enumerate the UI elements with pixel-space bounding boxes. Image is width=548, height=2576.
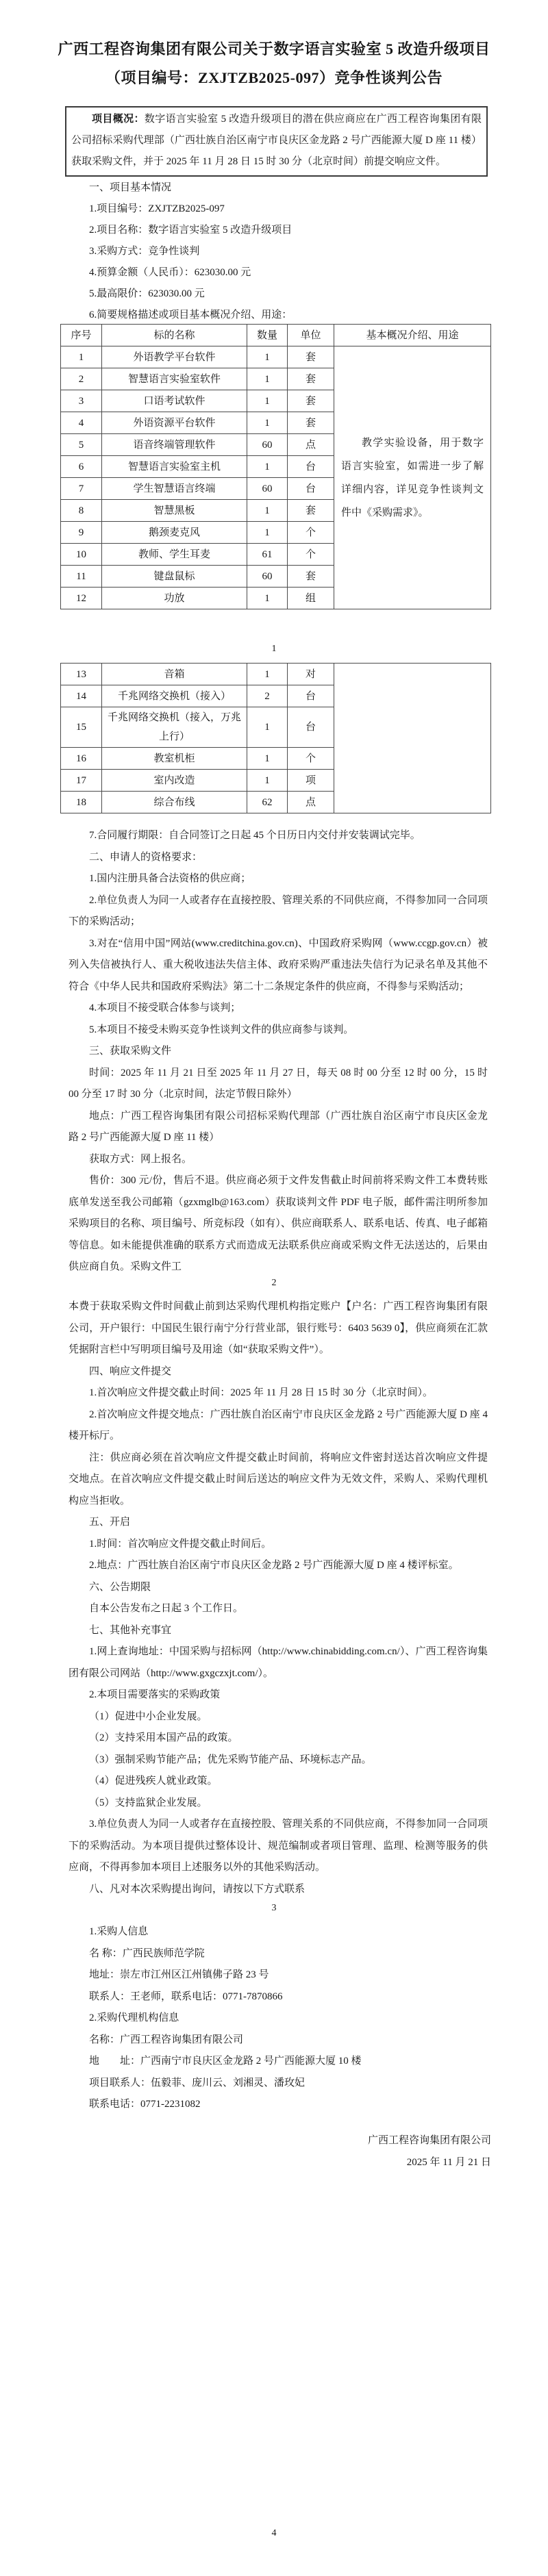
title-line-2: （项目编号：ZXJTZB2025-097）竞争性谈判公告 [105,69,443,86]
table-cell: 12 [61,588,102,609]
table-cell: 个 [288,522,334,544]
table-header-cell: 序号 [61,325,102,346]
table-cell: 外语教学平台软件 [102,346,247,368]
paragraph: （5）支持监狱企业发展。 [89,1797,208,1808]
paragraph: 自本公告发布之日起 3 个工作日。 [89,1603,244,1614]
table-header-cell: 标的名称 [102,325,247,346]
table-header-cell: 基本概况介绍、用途 [334,325,491,346]
paragraph: 4.本项目不接受联合体参与谈判； [89,1002,241,1013]
table-cell: 教师、学生耳麦 [102,544,247,566]
table-cell: 套 [288,500,334,522]
section-submission-and-policies [68,1296,488,1900]
table-cell: 1 [247,500,288,522]
table-cell: 62 [247,792,288,813]
table-cell: 台 [288,685,334,707]
table-cell: 对 [288,664,334,685]
table-cell: 1 [247,588,288,609]
table-cell: 套 [288,412,334,434]
table-cell: 套 [288,390,334,412]
paragraph: 名称：广西工程咨询集团有限公司 [89,2034,244,2045]
paragraph: 名 称：广西民族师范学院 [89,1947,205,1959]
section-heading: 六、公告期限 [89,1581,151,1593]
paragraph: 2.单位负责人为同一人或者存在直接控股、管理关系的不同供应商，不得参加同一合同项下的采购活动； [68,894,488,927]
signature-block [0,2130,491,2173]
table-cell: 1 [247,707,288,748]
paragraph: 7.合同履行期限：自合同签订之日起 45 个日历日内交付并安装调试完毕。 [89,830,421,841]
signature-company: 广西工程咨询集团有限公司 [367,2135,491,2146]
table-cell: 项 [288,770,334,792]
table-cell: 个 [288,748,334,770]
page-number-1: 1 [271,644,277,654]
table-note-cell-empty [334,664,491,813]
table-cell: 9 [61,522,102,544]
section-heading: 四、响应文件提交 [89,1365,172,1377]
paragraph: 2.项目名称：数字语言实验室 5 改造升级项目 [89,225,292,236]
paragraph: 5.最高限价：623030.00 元 [89,288,205,299]
table-cell: 8 [61,500,102,522]
table-cell: 综合布线 [102,792,247,813]
table-cell: 5 [61,434,102,456]
table-cell: 14 [61,685,102,707]
table-cell: 6 [61,456,102,478]
table-note-cell: 教学实验设备，用于数字语言实验室，如需进一步了解详细内容，详见竞争性谈判文件中《采购需求》。 [334,346,491,609]
table-cell: 1 [61,346,102,368]
table-cell: 60 [247,434,288,456]
section-heading: 二、申请人的资格要求： [89,851,203,863]
paragraph: 2.首次响应文件提交地点：广西壮族自治区南宁市良庆区金龙路 2 号广西能源大厦 D 座 4 楼开标厅。 [68,1409,488,1441]
paragraph: 注：供应商必须在首次响应文件提交截止时间前，将响应文件密封送达首次响应文件提交地点。在首次响应文件提交截止时间后送达的响应文件为无效文件，采购人、采购代理机构应当拒收。 [68,1452,488,1506]
overview-body: 数字语言实验室 5 改造升级项目的潜在供应商应在广西工程咨询集团有限公司招标采购代理部（广西壮族自治区南宁市良庆区金龙路 2 号广西能源大厦 D 座 11 楼）获取采购文件，并于 2025 年 11 月 28 日 15 时 30 分（北京时间）前提交响应文件。 [71,114,482,167]
table-cell: 13 [61,664,102,685]
items-table-part1 [60,324,491,609]
section-heading: 七、其他补充事宜 [89,1624,172,1636]
paragraph: 地址：崇左市江州区江州镇佛子路 23 号 [89,1969,269,1980]
table-cell: 7 [61,478,102,500]
table-row [61,664,491,685]
table-cell: 17 [61,770,102,792]
paragraph: 时间：2025 年 11 月 21 日至 2025 年 11 月 27 日，每天 08 时 00 分至 12 时 00 分，15 时 00 分至 17 时 30 分（北京时间，法定节假日除外） [68,1067,488,1100]
page-number-2: 2 [271,1278,277,1288]
overview-label: 项目概况： [92,114,145,125]
section-basic-info [68,177,488,326]
signature-date: 2025 年 11 月 21 日 [406,2157,491,2168]
table-cell: 4 [61,412,102,434]
document-title [0,35,548,92]
table-cell: 外语资源平台软件 [102,412,247,434]
paragraph: 3.单位负责人为同一人或者存在直接控股、管理关系的不同供应商，不得参加同一合同项下的采购活动。为本项目提供过整体设计、规范编制或者项目管理、监理、检测等服务的供应商，不得再参加本项目上述服务以外的其他采购活动。 [68,1819,488,1873]
table-cell: 音箱 [102,664,247,685]
table-cell: 15 [61,707,102,748]
paragraph: 项目联系人：伍毅菲、庞川云、刘湘灵、潘玫妃 [89,2077,306,2088]
paragraph: 1.项目编号：ZXJTZB2025-097 [89,203,225,214]
table-cell: 10 [61,544,102,566]
section-heading: 五、开启 [89,1517,131,1528]
table-header-cell: 数量 [247,325,288,346]
table-cell: 套 [288,368,334,390]
paragraph: 1.国内注册具备合法资格的供应商； [89,873,251,884]
table-cell: 键盘鼠标 [102,566,247,588]
table-cell: 3 [61,390,102,412]
paragraph: 3.采购方式：竞争性谈判 [89,246,200,257]
table-cell: 室内改造 [102,770,247,792]
paragraph: 3.对在“信用中国”网站(www.creditchina.gov.cn)、中国政府采购网（www.ccgp.gov.cn）被列入失信被执行人、重大税收违法失信主体、政府采购严重违法失信行为记录名单及其他不符合《中华人民共和国政府采购法》第二十二条规定条件的供应商，不得参与采购活动； [68,937,488,992]
table-cell: 智慧语言实验室主机 [102,456,247,478]
project-overview-text [71,109,482,173]
table-cell: 2 [61,368,102,390]
table-cell: 教室机柜 [102,748,247,770]
paragraph: （1）促进中小企业发展。 [89,1710,208,1722]
section-requirements-and-documents [68,825,488,1278]
paragraph: 售价：300 元/份，售后不退。供应商必须于文件发售截止时间前将采购文件工本费转账底单发送至我公司邮箱（gzxmglb@163.com）获取谈判文件 PDF 电子版，邮件需注明所参加采购项目的名称、项目编号、所竞标段（如有）、供应商联系人、联系电话、传真、电子邮箱等信息。如未能提供准确的联系方式而造成无法联系供应商或采购文件无法送达的，后果由供应商自负。采购文件工 [68,1175,488,1272]
table-cell: 1 [247,456,288,478]
table-cell: 2 [247,685,288,707]
paragraph: （4）促进残疾人就业政策。 [89,1776,218,1786]
table-cell: 61 [247,544,288,566]
paragraph: 2.地点：广西壮族自治区南宁市良庆区金龙路 2 号广西能源大厦 D 座 4 楼评标室。 [89,1560,459,1571]
table-header-cell: 单位 [288,325,334,346]
table-cell: 台 [288,707,334,748]
section-heading: 八、凡对本次采购提出询问，请按以下方式联系 [89,1883,306,1895]
table-cell: 1 [247,770,288,792]
table-cell: 组 [288,588,334,609]
table-cell: 千兆网络交换机（接入，万兆上行） [102,707,247,748]
project-overview-box [65,106,488,177]
table-cell: 1 [247,390,288,412]
table-cell: 16 [61,748,102,770]
paragraph: 1.首次响应文件提交截止时间：2025 年 11 月 28 日 15 时 30 分（北京时间）。 [89,1387,433,1398]
paragraph: 本费于获取采购文件时间截止前到达采购代理机构指定账户【户名：广西工程咨询集团有限公司，开户银行：中国民生银行南宁分行营业部，银行账号：6403 5639 0】，供应商须在汇款凭据附言栏中写明项目编号及用途（如“获取采购文件”）。 [68,1301,488,1355]
table-cell: 套 [288,346,334,368]
paragraph: （3）强制采购节能产品；优先采购节能产品、环境标志产品。 [89,1754,372,1765]
section-heading: 三、获取采购文件 [89,1046,172,1057]
paragraph: 1.采购人信息 [89,1926,149,1937]
paragraph: 2.本项目需要落实的采购政策 [89,1689,221,1700]
items-table-part2 [60,663,491,813]
paragraph: 1.网上查询地址：中国采购与招标网（http://www.chinabidding.com.cn/）、广西工程咨询集团有限公司网站（http://www.gxgczxjt.com/）。 [68,1646,488,1679]
table-cell: 18 [61,792,102,813]
table-header-row [61,325,491,346]
table-cell: 个 [288,544,334,566]
table-cell: 语音终端管理软件 [102,434,247,456]
section-heading: 一、项目基本情况 [89,182,172,193]
table-cell: 千兆网络交换机（接入） [102,685,247,707]
table-cell: 台 [288,456,334,478]
paragraph: 1.时间：首次响应文件提交截止时间后。 [89,1538,272,1550]
paragraph: 联系电话：0771-2231082 [89,2099,201,2110]
table-cell: 智慧语言实验室软件 [102,368,247,390]
paragraph: 4.预算金额（人民币）：623030.00 元 [89,267,251,278]
table-row [61,346,491,368]
table-cell: 套 [288,566,334,588]
table-cell: 台 [288,478,334,500]
table-cell: 60 [247,478,288,500]
paragraph: 联系人：王老师，联系电话：0771-7870866 [89,1991,283,2002]
paragraph: 地 址：广西南宁市良庆区金龙路 2 号广西能源大厦 10 楼 [89,2056,362,2067]
table-cell: 智慧黑板 [102,500,247,522]
paragraph: （2）支持采用本国产品的政策。 [89,1732,238,1743]
table-cell: 1 [247,522,288,544]
table-cell: 点 [288,434,334,456]
paragraph: 获取方式：网上报名。 [89,1153,192,1165]
page-number-3: 3 [271,1903,277,1913]
table-cell: 1 [247,748,288,770]
table-cell: 1 [247,412,288,434]
paragraph: 5.本项目不接受未购买竞争性谈判文件的供应商参与谈判。 [89,1024,354,1035]
table-cell: 功放 [102,588,247,609]
page-number-4: 4 [271,2528,277,2538]
table-cell: 60 [247,566,288,588]
table-cell: 1 [247,346,288,368]
paragraph: 2.采购代理机构信息 [89,2012,179,2023]
paragraph: 地点：广西工程咨询集团有限公司招标采购代理部（广西壮族自治区南宁市良庆区金龙路 2 号广西能源大厦 D 座 11 楼） [68,1110,488,1143]
paragraph: 6.简要规格描述或项目基本概况介绍、用途： [89,310,292,320]
section-contact-info [68,1921,488,2116]
table-cell: 1 [247,664,288,685]
table-cell: 学生智慧语言终端 [102,478,247,500]
table-cell: 11 [61,566,102,588]
table-cell: 点 [288,792,334,813]
table-cell: 1 [247,368,288,390]
title-line-1: 广西工程咨询集团有限公司关于数字语言实验室 5 改造升级项目 [58,40,490,58]
table-cell: 口语考试软件 [102,390,247,412]
table-cell: 鹅颈麦克风 [102,522,247,544]
